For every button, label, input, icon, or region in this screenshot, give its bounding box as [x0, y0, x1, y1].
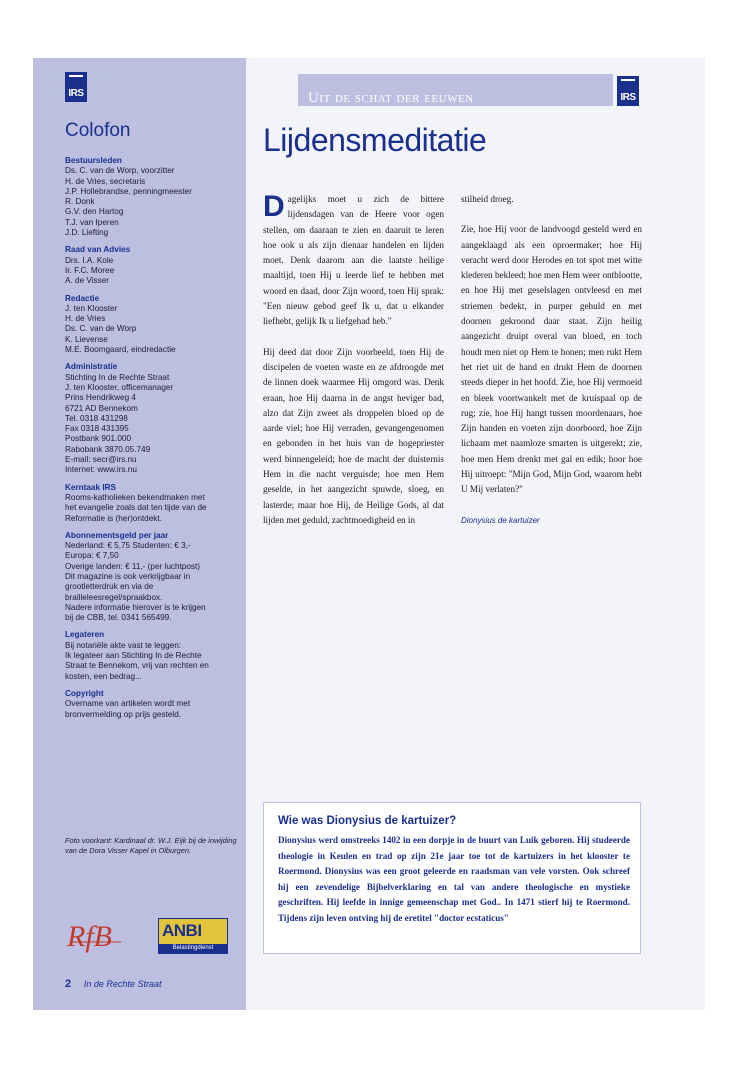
colofon-line: Overige landen: € 11,- (per luchtpost) [65, 561, 201, 571]
colofon-line: 6721 AD Bennekom [65, 403, 138, 413]
colofon-line: grootletterdruk en via de [65, 582, 154, 592]
colofon-heading: Copyright [65, 688, 104, 698]
colofon-line: G.V. den Hartog [65, 207, 124, 217]
colofon-title: Colofon [65, 120, 131, 141]
colofon-section [65, 689, 240, 720]
info-box [263, 802, 641, 954]
colofon-section [65, 531, 240, 624]
page-footer [65, 978, 161, 990]
page-number: 2 [65, 978, 72, 990]
colofon-line: Ds. C. van de Worp, voorzitter [65, 166, 175, 176]
article-paragraph-text: agelijks moet u zich de bittere lijdensdagen van de Heere voor ogen stellen, om daaraan te zien en daaruit te leren hoe ook u als zijn dienaar handelen en lijden moet. Denk daarom aan die laatste heilige maaltijd, toen Hij u leerde lief te hebben met woord en daad, door Zijn woord, toen Hij sprak: "Een nieuw gebod geef Ik u, dat u elkander liefhebt, gelijk Ik u liefgehad heb." [263, 194, 444, 327]
colofon-heading: Administratie [65, 362, 118, 372]
colofon-line: Postbank 901.000 [65, 434, 132, 444]
colofon-line: Dit magazine is ook verkrijgbaar in [65, 571, 191, 581]
drop-cap: D [263, 190, 285, 223]
colofon-line: J. ten Klooster [65, 303, 118, 313]
colofon-line: J. ten Klooster, officemanager [65, 382, 174, 392]
colofon-line: E-mail: secr@irs.nu [65, 455, 137, 465]
article-title: Lijdensmeditatie [263, 122, 487, 158]
colofon-line: Straat te Bennekom, vrij van rechten en [65, 661, 209, 671]
colofon-line: brailleleesregel/spraakbox. [65, 592, 163, 602]
colofon-line: Nederland: € 5,75 Studenten: € 3,- [65, 541, 191, 551]
article-paragraph-text: Hij deed dat door Zijn voorbeeld, toen Hij de discipelen de voeten waste en ze afdroogde met de linnen doek waarmee Hij omgord was. Denk eraan, hoe Hij daarna in de angst heviger bad, alzo dat Zijn zweet als droppelen bloed op de aarde viel; hoe Hij verraden, gevangengenomen en gebonden in het huis van de hogepriester werd binnengeleid; hoe de macht der duisternis Hem in die nacht verguisde; hoe men Hem geselde, in het aangezicht spuwde, sloeg, en lasterde; maar hoe Hij, de Heilige Gods, al dat lijden met geduld, zachtmoedigheid en in [263, 346, 444, 525]
colofon-heading: Kerntaak IRS [65, 482, 116, 492]
section-banner-text: Uit de schat der eeuwen [308, 90, 474, 106]
colofon-line: kosten, een bedrag... [65, 671, 142, 681]
colofon-line: Ds. C. van de Worp [65, 324, 137, 334]
colofon-heading: Raad van Advies [65, 245, 131, 255]
colofon-line: A. de Visser [65, 276, 109, 286]
colofon-line: J.D. Liefting [65, 228, 109, 238]
colofon-line: Prins Hendrikweg 4 [65, 393, 136, 403]
colofon-section [65, 156, 240, 238]
colofon-line: T.J. van Iperen [65, 217, 119, 227]
anbi-logo [158, 918, 228, 954]
colofon-line: M.E. Boomgaard, eindredactie [65, 345, 176, 355]
irs-logo-sidebar: IRS [65, 72, 87, 102]
info-box-text: Dionysius werd omstreeks 1402 in een dorpje in de buurt van Luik geboren. Hij studeerde theologie in Keulen en trad op zijn 21e jaar toe tot de kartuizers in het klooster te Roermond. Dionysius was een groot geleerde en raadsman van vele vorsten. Ook schreef hij een zevendelige Bijbelverklaring en tal van andere theologische en mystieke geschriften. Hij leefde in innige gemeenschap met God.. In 1471 stierf hij te Roermond. Tijdens zijn leven ontving hij de eretitel "doctor ecstaticus" [278, 835, 630, 923]
article-paragraph: stilheid droeg. [461, 194, 514, 204]
colofon-line: Ir. F.C. Moree [65, 265, 115, 275]
colofon-heading: Abonnementsgeld per jaar [65, 530, 169, 540]
colofon-line: Rooms-katholieken bekendmaken met [65, 492, 205, 502]
irs-logo-header: IRS [617, 76, 639, 106]
article-column-1 [263, 192, 444, 543]
colofon-line: J.P. Hollebrandse, penningmeester [65, 186, 192, 196]
colofon-line: Fax 0318 431395 [65, 424, 129, 434]
colofon-line: K. Lievense [65, 334, 108, 344]
colofon-section [65, 245, 240, 286]
colofon-heading: Bestuursleden [65, 156, 122, 165]
colofon-line: Europa: € 7,50 [65, 551, 119, 561]
magazine-name: In de Rechte Straat [83, 979, 162, 989]
colofon-line: het evangelie zoals dat ten tijde van de [65, 503, 207, 513]
rfb-logo [65, 908, 127, 964]
colofon-line: Rabobank 3870.05.749 [65, 444, 151, 454]
colofon-line: Tel. 0318 431298 [65, 413, 128, 423]
photo-credit: Foto voorkant: Kardinaal dr. W.J. Eijk bij de inwijding van de Dora Visser Kapel in Olburgen. [65, 836, 237, 855]
colofon-list [65, 156, 240, 727]
anbi-subtitle: Belastingdienst [159, 944, 227, 953]
anbi-title: ANBI [162, 921, 202, 940]
info-box-title: Wie was Dionysius de kartuizer? [278, 815, 457, 827]
colofon-section [65, 294, 240, 356]
article-paragraph [263, 192, 444, 330]
colofon-line: Stichting In de Rechte Straat [65, 372, 170, 382]
article-paragraph: Zie, hoe Hij voor de landvoogd gesteld werd en aangeklaagd als een oproermaker; hoe Hij veracht werd door Herodes en tot spot met witte klederen bekleed; hoe men Hem weer ontblootte, en hoe Hij met geselslagen ontvleesd en met striemen bedekt, in purper gehuld en met doornen gekroond daar staat. Zijn heilig aangezicht druipt overal van bloed, en toch houdt men niet op Hem te honen; men rukt Hem het riet uit de hand en drukt Hem de doornen steeds dieper in het hoofd. Zie, hoe Hij vermoeid en bleek voortwankelt met de kruispaal op de rug; zie, hoe Hij hangt tussen moordenaars, hoe Zijn handen en voeten zijn doorboord, hoe Zijn lichaam met naamloze smarten is uitgerekt; zie, hoe men Hem drenkt met gal en edik; hoor hoe Hij uitroept: "Mijn God, Mijn God, waarom hebt U Mij verlaten?" [461, 224, 642, 495]
colofon-line: Drs. I.A. Kole [65, 255, 114, 265]
colofon-section [65, 630, 240, 681]
article-column-2 [461, 192, 642, 528]
article-paragraph [263, 345, 444, 529]
colofon-line: Overname van artikelen wordt met [65, 699, 191, 709]
colofon-line: Nadere informatie hierover is te krijgen [65, 602, 206, 612]
colofon-line: Bij notariële akte vast te leggen: [65, 640, 182, 650]
rfb-logo-text: RfB [67, 920, 112, 953]
colofon-heading: Redactie [65, 293, 100, 303]
colofon-heading: Legateren [65, 630, 105, 640]
colofon-line: R. Donk [65, 197, 95, 207]
colofon-section [65, 483, 240, 524]
colofon-line: bronvermelding op prijs gesteld. [65, 709, 182, 719]
colofon-line: Ik legateer aan Stichting In de Rechte [65, 651, 202, 661]
colofon-section [65, 362, 240, 475]
article-signature: Dionysius de kartuizer [461, 515, 540, 525]
colofon-line: Reformatie is (her)ontdekt. [65, 513, 162, 523]
colofon-line: H. de Vries, secretaris [65, 176, 146, 186]
colofon-line: bij de CBB, tel. 0341 565499. [65, 613, 172, 623]
colofon-line: Internet: www.irs.nu [65, 465, 137, 475]
colofon-line: H. de Vries [65, 314, 106, 324]
